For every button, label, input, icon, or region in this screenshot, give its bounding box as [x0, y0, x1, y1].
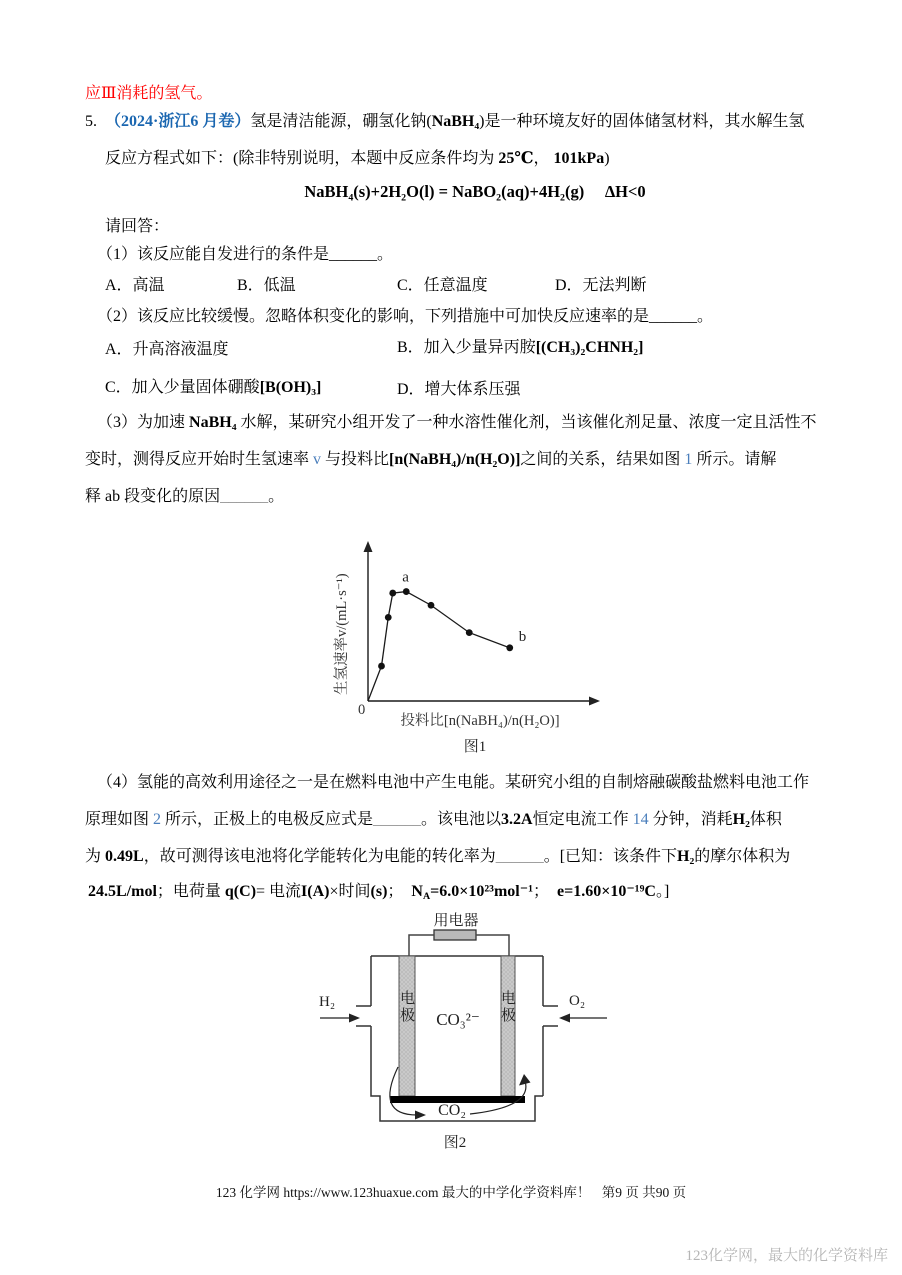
q5-ask: 请回答：: [105, 218, 170, 235]
y-axis-label: 生氢速率v/(mL·s⁻¹): [334, 573, 350, 695]
load-label: 用电器: [433, 913, 479, 929]
carryover-note: 应Ⅲ消耗的氢气。: [85, 85, 213, 102]
q5-part2-option-b: B．加入少量异丙胺[(CH₃)₂CHNH₂]: [397, 339, 644, 356]
q5-part4-line2: 原理如图 2 所示，正极上的电极反应式是______。该电池以3.2A恒定电流工作 14 分钟，消耗H₂体积: [85, 811, 782, 828]
x-axis-arrow-icon: [589, 697, 600, 706]
x-axis-label: 投料比[n(NaBH₄)/n(H₂O)]: [400, 713, 560, 729]
figure2-caption: 图2: [443, 1135, 467, 1151]
q5-part3-line1: （3）为加速 NaBH₄ 水解，某研究小组开发了一种水溶性催化剂，当该催化剂足量、浓度一定且活性不: [97, 414, 817, 431]
page-footer: [0, 1181, 902, 1201]
svg-text:b: b: [518, 628, 527, 645]
q5-part1: （1）该反应能自发进行的条件是______。: [97, 246, 394, 263]
q5-part2-option-a: A．升高溶液温度: [105, 341, 229, 358]
watermark: 123化学网，最大的化学资料库: [685, 1248, 888, 1264]
left-electrode-label: 电极: [399, 991, 415, 1025]
co2-label: CO₂: [438, 1102, 466, 1119]
q5-equation: NaBH₄(s)+2H₂O(l) = NaBO₂(aq)+4H₂(g) ΔH<0: [304, 182, 646, 201]
q5-part2: （2）该反应比较缓慢。忽略体积变化的影响，下列措施中可加快反应速率的是______。: [97, 308, 714, 325]
figure1: [330, 533, 620, 761]
footer-site-info: 123 化学网 https://www.123huaxue.com 最大的中学化学资料库！: [215, 1185, 591, 1200]
right-electrode-label: 电极: [500, 991, 516, 1025]
o2-arrowhead-icon: [559, 1014, 570, 1023]
co2-right-arrowhead-icon: [519, 1074, 531, 1086]
figure1-caption: 图1: [463, 739, 487, 755]
o2-label: O₂: [569, 993, 586, 1009]
q5-part4-line3: 为 0.49L，故可测得该电池将化学能转化为电能的转化率为______。[已知：该条件下H₂的摩尔体积为: [85, 848, 791, 865]
q5-part1-option-a: A．高温: [105, 277, 165, 294]
q5-intro-line1: 5. （2024·浙江6 月卷）氢是清洁能源，硼氢化钠(NaBH₄)是一种环境友好的固体储氢材料，其水解生氢: [85, 113, 805, 130]
electrolyte-label: CO₃²⁻: [436, 1010, 480, 1029]
data-series: [368, 570, 526, 701]
left-electrode: [399, 956, 415, 1096]
origin-label: 0: [358, 702, 366, 718]
figure1-plot: [330, 533, 620, 733]
h2-arrowhead-icon: [349, 1014, 360, 1023]
q5-part3-line3: 释 ab 段变化的原因______。: [85, 488, 285, 505]
q5-part1-option-d: D．无法判断: [555, 277, 647, 294]
q5-part1-option-c: C．任意温度: [397, 277, 488, 294]
q5-part4-line4: 24.5L/mol；电荷量 q(C)= 电流I(A)×时间(s)； $N_A=6.0\times 10^{23}mol^{-1}$； e=1.60×10⁻¹⁹C。]: [88, 883, 670, 902]
q5-intro-line2: 反应方程式如下：(除非特别说明，本题中反应条件均为 25℃， 101kPa): [105, 150, 610, 167]
q5-part1-option-b: B．低温: [237, 277, 296, 294]
y-axis-arrow-icon: [364, 541, 373, 552]
right-electrode: [501, 956, 515, 1096]
page-number: 第9 页 共90 页: [601, 1185, 687, 1200]
load-resistor: [434, 930, 476, 940]
q5-part4-line1: （4）氢能的高效利用途径之一是在燃料电池中产生电能。某研究小组的自制熔融碳酸盐燃料电池工作: [97, 774, 810, 791]
svg-text:a: a: [402, 569, 409, 586]
q5-part2-option-d: D．增大体系压强: [397, 381, 521, 398]
q5-part2-option-c: C．加入少量固体硼酸[B(OH)₃]: [105, 379, 322, 396]
q5-part3-line2: 变时，测得反应开始时生氢速率 v 与投料比[n(NaBH₄)/n(H₂O)]之间的关系，结果如图 1 所示。请解: [85, 451, 777, 468]
figure2: [285, 903, 625, 1158]
h2-label: H₂: [319, 994, 336, 1010]
